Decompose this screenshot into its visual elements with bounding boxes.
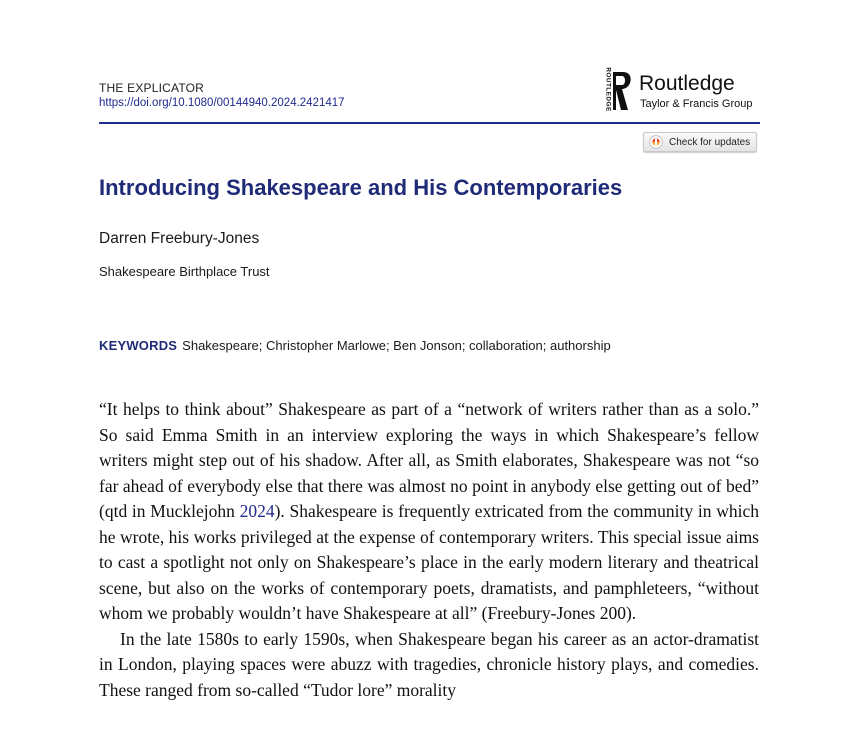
article-title: Introducing Shakespeare and His Contemporaries: [99, 175, 623, 200]
crossmark-icon: [649, 135, 663, 149]
citation-link[interactable]: 2024: [239, 501, 275, 521]
journal-header: [99, 81, 345, 111]
doi-link[interactable]: https://doi.org/10.1080/00144940.2024.2421417: [99, 97, 345, 109]
publisher-logo: [600, 68, 760, 114]
check-for-updates-button[interactable]: [643, 132, 757, 152]
author-affiliation: Shakespeare Birthplace Trust: [99, 264, 270, 279]
check-for-updates-label: Check for updates: [669, 136, 751, 148]
article-body: [99, 397, 759, 703]
keywords-line: [99, 337, 611, 354]
publisher-vertical-label: ROUTLEDGE: [604, 67, 612, 112]
routledge-mark-icon: [611, 70, 633, 112]
keywords-list: Shakespeare; Christopher Marlowe; Ben Jonson; collaboration; authorship: [182, 338, 611, 353]
keywords-label: KEYWORDS: [99, 338, 178, 353]
body-paragraph-1: “It helps to think about” Shakespeare as part of a “network of writers rather than as a solo.” So said Emma Smith in an interview exploring the ways in which Shakespeare’s fellow writers might step out of his shadow. After all, as Smith elaborates, Shakespeare was not “so far ahead of everybody else that there was almost no point in anybody else getting out of bed” (qtd in Mucklejohn 2024). Shakespeare is frequently extricated from the community in which he wrote, his works privileged at the expense of contemporary writers. This special issue aims to cast a spotlight not only on Shakespeare’s place in the early modern literary and theatrical scene, but also on the works of contemporary poets, dramatists, and pamphleteers, “without whom we probably wouldn’t have Shakespeare at all” (Freebury-Jones 200).: [99, 399, 759, 623]
publisher-name: Routledge: [639, 72, 735, 95]
header-rule: [99, 122, 760, 124]
journal-name: THE EXPLICATOR: [99, 81, 205, 95]
body-paragraph-2: In the late 1580s to early 1590s, when Shakespeare began his career as an actor-dramatist in London, playing spaces were abuzz with tragedies, chronicle history plays, and comedies. These ranged from so-called “Tudor lore” morality: [99, 628, 759, 700]
author-name: Darren Freebury-Jones: [99, 230, 260, 247]
publisher-group: Taylor & Francis Group: [640, 98, 753, 110]
